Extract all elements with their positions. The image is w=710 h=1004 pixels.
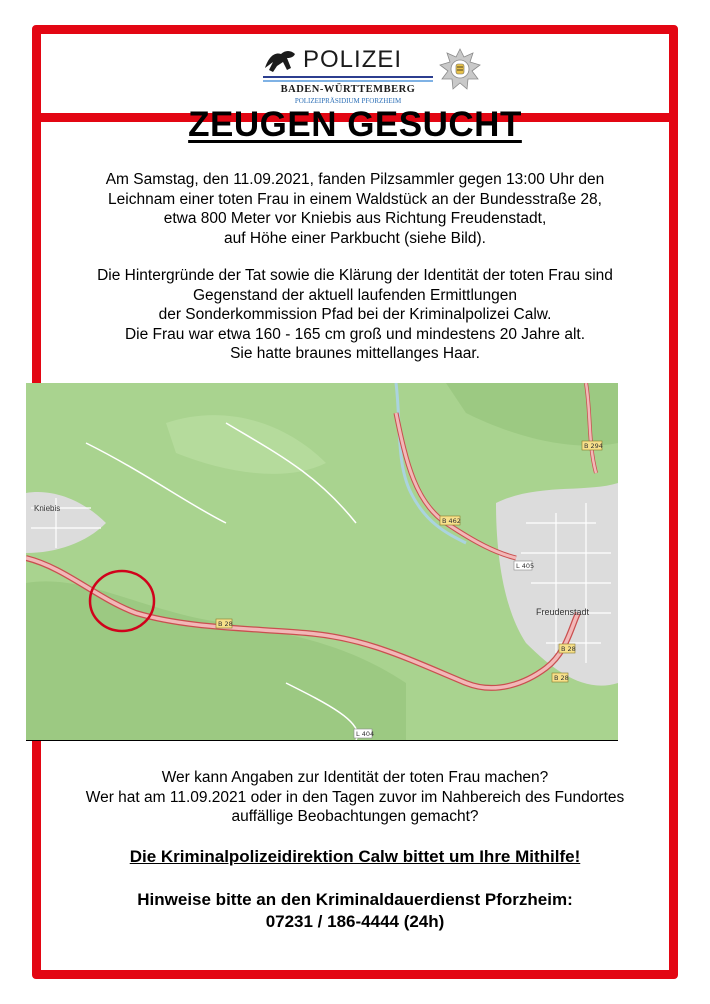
investigation-line: Die Frau war etwa 160 - 165 cm groß und mindestens 20 Jahre alt.	[124, 325, 586, 343]
logo-bar-dark	[263, 76, 433, 78]
incident-paragraph	[10, 170, 700, 248]
incident-line: etwa 800 Meter vor Kniebis aus Richtung Freudenstadt,	[163, 210, 547, 227]
map-label-kniebis: Kniebis	[34, 504, 61, 513]
logo-state: BADEN-WÜRTTEMBERG	[280, 84, 416, 95]
map-label-b28-a: B 28	[218, 620, 233, 628]
contact-block	[0, 889, 710, 933]
lion-icon	[263, 46, 299, 76]
investigation-line: Die Hintergründe der Tat sowie die Klärung der Identität der toten Frau sind	[97, 267, 613, 284]
investigation-line: der Sonderkommission Pfad bei der Kriminalpolizei Calw.	[158, 306, 552, 323]
map-label-b294: B 294	[584, 442, 603, 450]
question-line: auffällige Beobachtungen gemacht?	[231, 808, 479, 825]
police-logo	[263, 44, 473, 108]
map-label-b28-b: B 28	[561, 645, 576, 653]
police-star-icon	[439, 48, 481, 90]
map-label-freudenstadt: Freudenstadt	[536, 607, 590, 617]
location-map	[26, 383, 618, 740]
map-label-l405: L 405	[516, 562, 535, 570]
poster-title: ZEUGEN GESUCHT	[188, 105, 522, 144]
map-label-b28-c: B 28	[554, 674, 569, 682]
question-line: Wer hat am 11.09.2021 oder in den Tagen zuvor im Nahbereich des Fundortes	[85, 788, 625, 806]
incident-line: auf Höhe einer Parkbucht (siehe Bild).	[224, 229, 486, 247]
map-canvas	[26, 383, 618, 740]
incident-line: Leichnam einer toten Frau in einem Waldstück an der Bundesstraße 28,	[108, 190, 602, 208]
incident-line: Am Samstag, den 11.09.2021, fanden Pilzsammler gegen 13:00 Uhr den	[105, 171, 605, 188]
question-line: Wer kann Angaben zur Identität der toten Frau machen?	[161, 769, 549, 786]
investigation-paragraph	[10, 266, 700, 364]
contact-line: Hinweise bitte an den Kriminaldauerdienst Pforzheim:	[137, 890, 573, 909]
witness-questions	[10, 768, 700, 827]
map-label-b462: B 462	[442, 517, 461, 525]
investigation-line: Sie hatte braunes mittellanges Haar.	[230, 345, 480, 362]
map-bottom-rule	[26, 740, 618, 741]
appeal-heading: Die Kriminalpolizeidirektion Calw bittet um Ihre Mithilfe!	[129, 847, 581, 866]
logo-wordmark: POLIZEI	[303, 46, 403, 73]
contact-phone: 07231 / 186-4444 (24h)	[265, 912, 445, 931]
logo-unit: POLIZEIPRÄSIDIUM PFORZHEIM	[294, 97, 402, 105]
investigation-line: Gegenstand der aktuell laufenden Ermittlungen	[193, 286, 517, 304]
logo-bar-light	[263, 80, 433, 82]
map-label-l404: L 404	[356, 730, 375, 738]
